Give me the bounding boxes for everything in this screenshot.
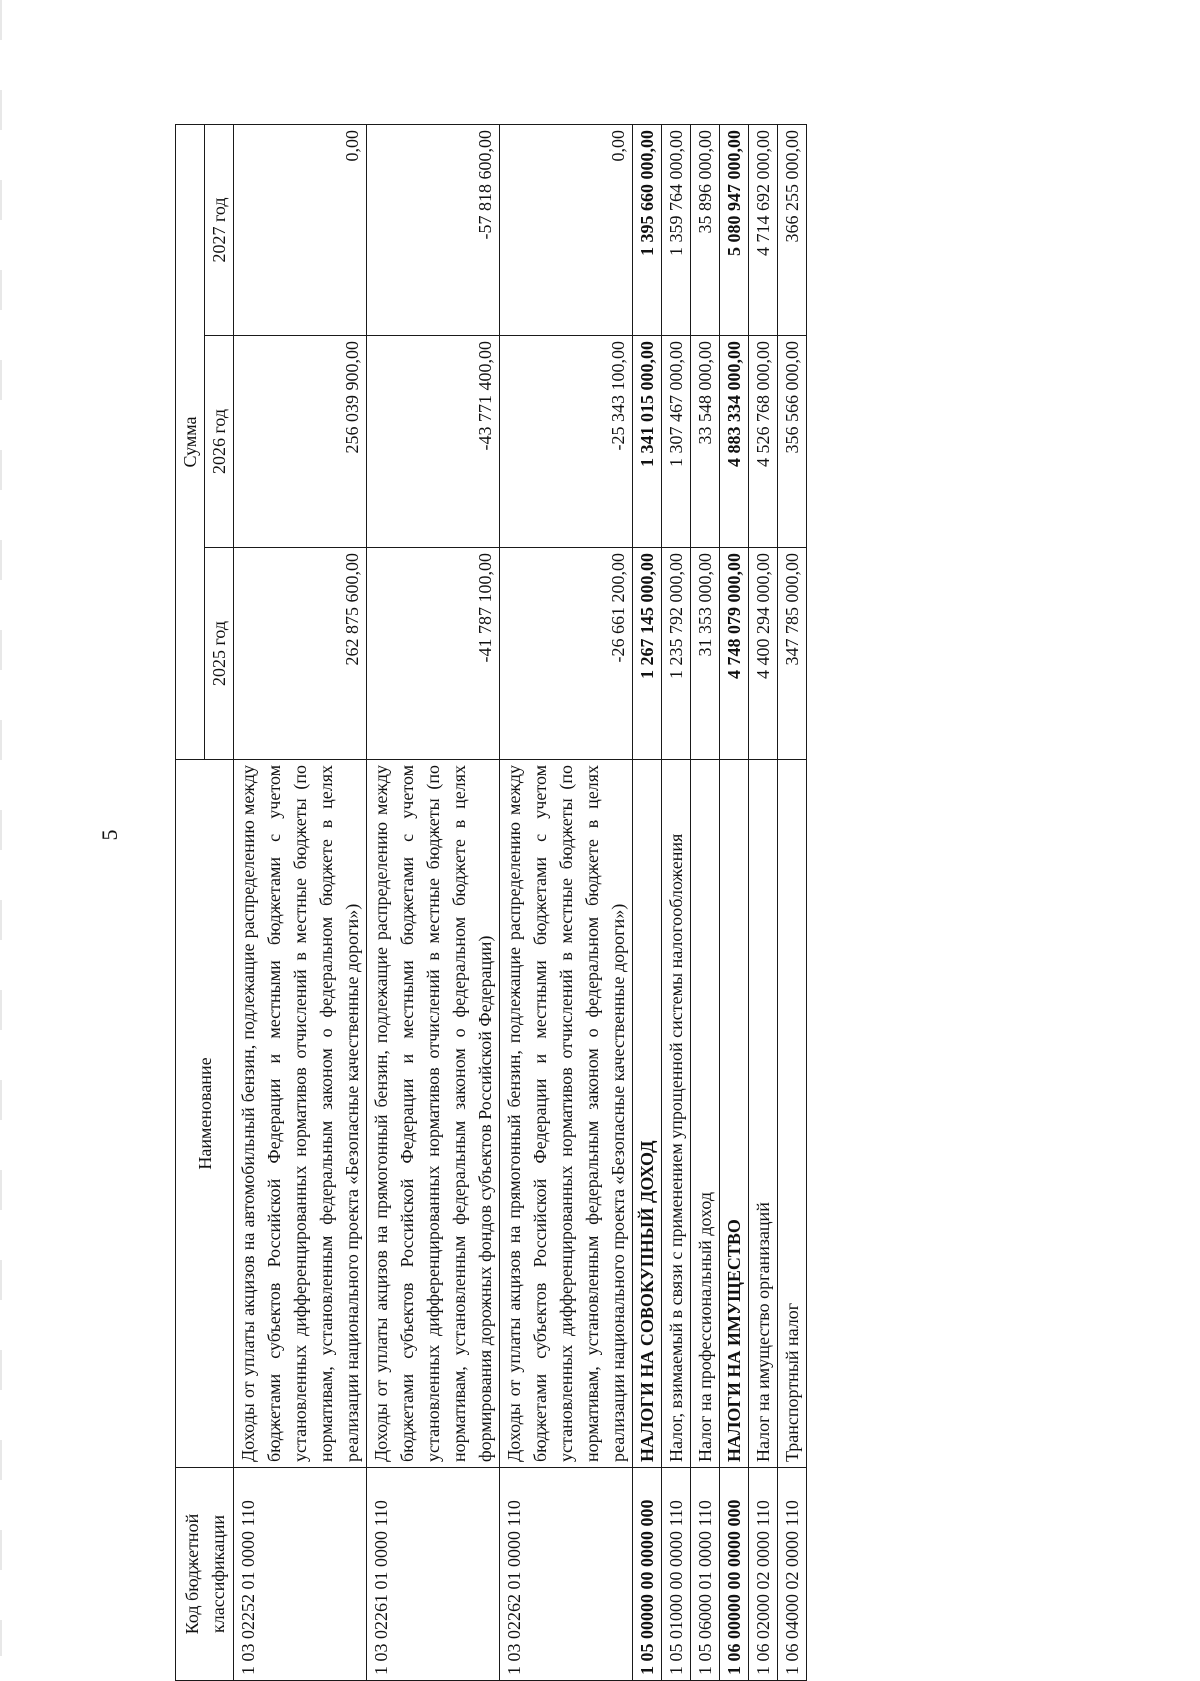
row-name: Транспортный налог [778,760,807,1468]
row-value-2027: 0,00 [500,125,633,336]
header-year-2026: 2026 год [205,336,234,548]
row-value-2026: 1 341 015 000,00 [633,336,662,548]
row-name: Доходы от уплаты акцизов на автомобильный бензин, подлежащие распределению между бюджетами субъектов Российской Федерации и местными бюджетами с учетом установленных дифференцированных нормативов отчислений в местные бюджеты (по нормативам, установленным федеральным законом о федеральном бюджете в целях реализации национального проекта «Безопасные качественные дороги») [234,760,367,1468]
row-value-2025: -26 661 200,00 [500,548,633,760]
row-value-2026: -25 343 100,00 [500,336,633,548]
header-row-1 [176,125,205,1681]
table-row [749,125,778,1681]
row-value-2025: 4 748 079 000,00 [720,548,749,760]
table-row-total [633,125,662,1681]
row-value-2026: 4 883 334 000,00 [720,336,749,548]
row-value-2027: 4 714 692 000,00 [749,125,778,336]
header-sum: Сумма [176,125,205,760]
row-value-2027: 35 896 000,00 [691,125,720,336]
page-number: 5 [97,829,122,841]
row-name: Налог на имущество организаций [749,760,778,1468]
row-value-2026: 33 548 000,00 [691,336,720,548]
document-table-area [175,125,1060,1681]
row-code: 1 05 01000 00 0000 110 [662,1468,691,1681]
row-value-2026: 356 566 000,00 [778,336,807,548]
row-code: 1 05 06000 01 0000 110 [691,1468,720,1681]
row-value-2027: 5 080 947 000,00 [720,125,749,336]
row-code: 1 06 00000 00 0000 000 [720,1468,749,1681]
row-name: Налог, взимаемый в связи с применением упрощенной системы налогообложения [662,760,691,1468]
row-value-2026: 256 039 900,00 [234,336,367,548]
row-value-2025: 31 353 000,00 [691,548,720,760]
table-row-total [720,125,749,1681]
row-value-2026: 4 526 768 000,00 [749,336,778,548]
row-value-2027: 1 395 660 000,00 [633,125,662,336]
scan-edge [0,0,2,1656]
header-name: Наименование [176,760,234,1468]
row-code: 1 03 02261 01 0000 110 [367,1468,500,1681]
revenue-table [175,124,807,1681]
row-value-2025: 4 400 294 000,00 [749,548,778,760]
table-row [234,125,367,1681]
row-name: Налог на профессиональный доход [691,760,720,1468]
row-value-2026: -43 771 400,00 [367,336,500,548]
row-value-2025: 262 875 600,00 [234,548,367,760]
row-code: 1 03 02262 01 0000 110 [500,1468,633,1681]
table-row [778,125,807,1681]
rotated-sheet [175,125,1060,1681]
header-year-2027: 2027 год [205,125,234,336]
row-name: Доходы от уплаты акцизов на прямогонный бензин, подлежащие распределению между бюджетами субъектов Российской Федерации и местными бюджетами с учетом установленных дифференцированных нормативов отчислений в местные бюджеты (по нормативам, установленным федеральным законом о федеральном бюджете в целях формирования дорожных фондов субъектов Российской Федерации) [367,760,500,1468]
row-code: 1 03 02252 01 0000 110 [234,1468,367,1681]
header-code: Код бюджетной классификации [176,1468,234,1681]
row-code: 1 05 00000 00 0000 000 [633,1468,662,1681]
row-value-2027: 0,00 [234,125,367,336]
row-value-2025: 347 785 000,00 [778,548,807,760]
row-value-2025: 1 235 792 000,00 [662,548,691,760]
table-row [367,125,500,1681]
row-name: НАЛОГИ НА СОВОКУПНЫЙ ДОХОД [633,760,662,1468]
row-code: 1 06 02000 02 0000 110 [749,1468,778,1681]
row-value-2025: 1 267 145 000,00 [633,548,662,760]
row-code: 1 06 04000 02 0000 110 [778,1468,807,1681]
row-value-2025: -41 787 100,00 [367,548,500,760]
row-value-2026: 1 307 467 000,00 [662,336,691,548]
table-row [662,125,691,1681]
row-name: НАЛОГИ НА ИМУЩЕСТВО [720,760,749,1468]
row-value-2027: 366 255 000,00 [778,125,807,336]
row-value-2027: -57 818 600,00 [367,125,500,336]
row-name: Доходы от уплаты акцизов на прямогонный бензин, подлежащие распределению между бюджетами субъектов Российской Федерации и местными бюджетами с учетом установленных дифференцированных нормативов отчислений в местные бюджеты (по нормативам, установленным федеральным законом о федеральном бюджете в целях реализации национального проекта «Безопасные качественные дороги») [500,760,633,1468]
table-row [500,125,633,1681]
table-row [691,125,720,1681]
row-value-2027: 1 359 764 000,00 [662,125,691,336]
header-year-2025: 2025 год [205,548,234,760]
